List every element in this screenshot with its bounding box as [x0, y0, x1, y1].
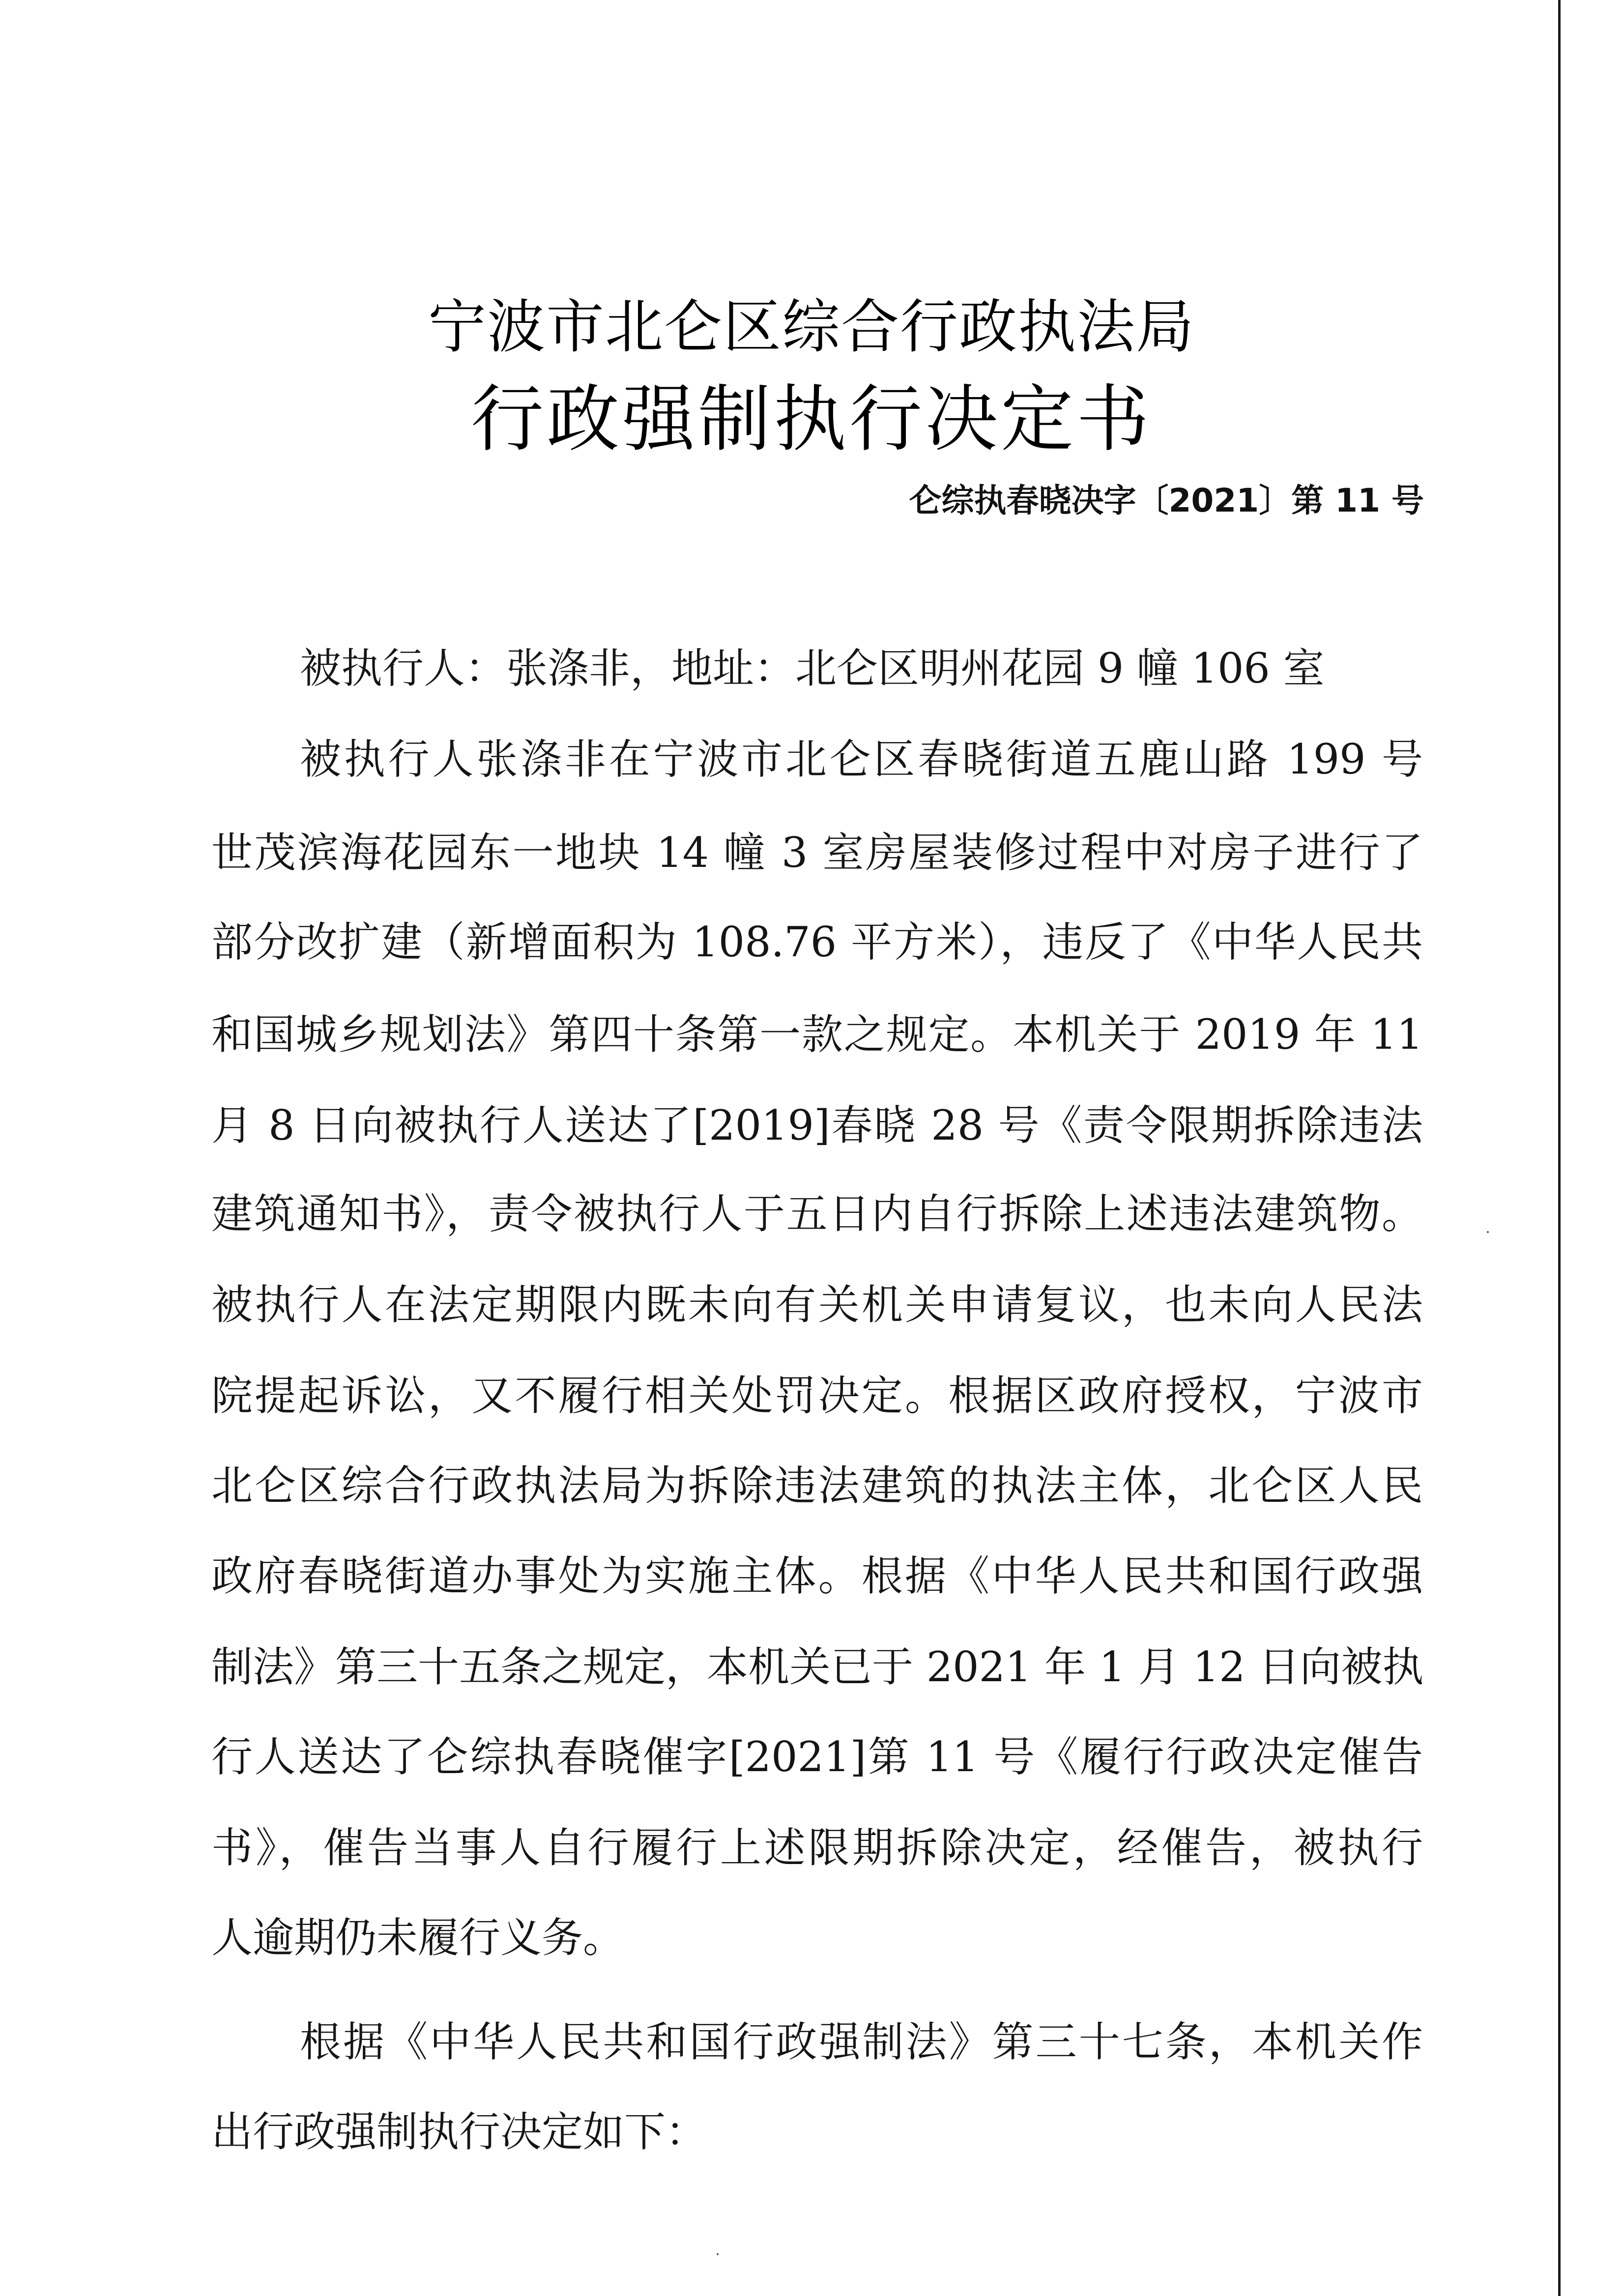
decision-intro-line: 根据《中华人民共和国行政强制法》第三十七条，本机关作 [300, 2018, 1423, 2066]
body-text-line: 人逾期仍未履行义务。 [211, 1914, 625, 1962]
body-text-line: 政府春晓街道办事处为实施主体。根据《中华人民共和国行政强 [211, 1552, 1423, 1600]
decision-intro-line: 出行政强制执行决定如下： [211, 2108, 707, 2156]
document-number: 仑综执春晓决字〔2021〕第 11 号 [909, 482, 1424, 519]
body-text-line: 月 8 日向被执行人送达了[2019]春晓 28 号《责令限期拆除违法 [211, 1101, 1423, 1149]
body-text-line: 制法》第三十五条之规定，本机关已于 2021 年 1 月 12 日向被执 [211, 1643, 1424, 1691]
body-text-line: 建筑通知书》，责令被执行人于五日内自行拆除上述违法建筑物。 [211, 1190, 1423, 1238]
body-text-line: 院提起诉讼，又不履行相关处罚决定。根据区政府授权，宁波市 [211, 1372, 1423, 1420]
body-text-line: 北仑区综合行政执法局为拆除违法建筑的执法主体，北仑区人民 [211, 1462, 1423, 1510]
body-text-line: 被执行人张涤非在宁波市北仑区春晓街道五鹿山路 199 号 [300, 735, 1423, 783]
body-text-line: 部分改扩建（新增面积为 108.76 平方米），违反了《中华人民共 [211, 918, 1423, 966]
body-text-line: 行人送达了仑综执春晓催字[2021]第 11 号《履行行政决定催告 [211, 1733, 1423, 1781]
body-text-line: 世茂滨海花园东一地块 14 幢 3 室房屋装修过程中对房子进行了 [211, 829, 1423, 877]
body-text-line: 书》，催告当事人自行履行上述限期拆除决定，经催告，被执行 [211, 1824, 1423, 1872]
scan-speck [1487, 1231, 1489, 1233]
body-text-line: 和国城乡规划法》第四十条第一款之规定。本机关于 2019 年 11 [211, 1010, 1423, 1059]
respondent-line: 被执行人：张涤非，地址：北仑区明州花园 9 幢 106 室 [300, 644, 1325, 692]
body-text-line: 被执行人在法定期限内既未向有关机关申请复议，也未向人民法 [211, 1281, 1423, 1329]
document-title-agency: 宁波市北仑区综合行政执法局 [428, 293, 1195, 361]
scan-speck [717, 2253, 719, 2255]
document-title-type: 行政强制执行决定书 [471, 377, 1152, 461]
